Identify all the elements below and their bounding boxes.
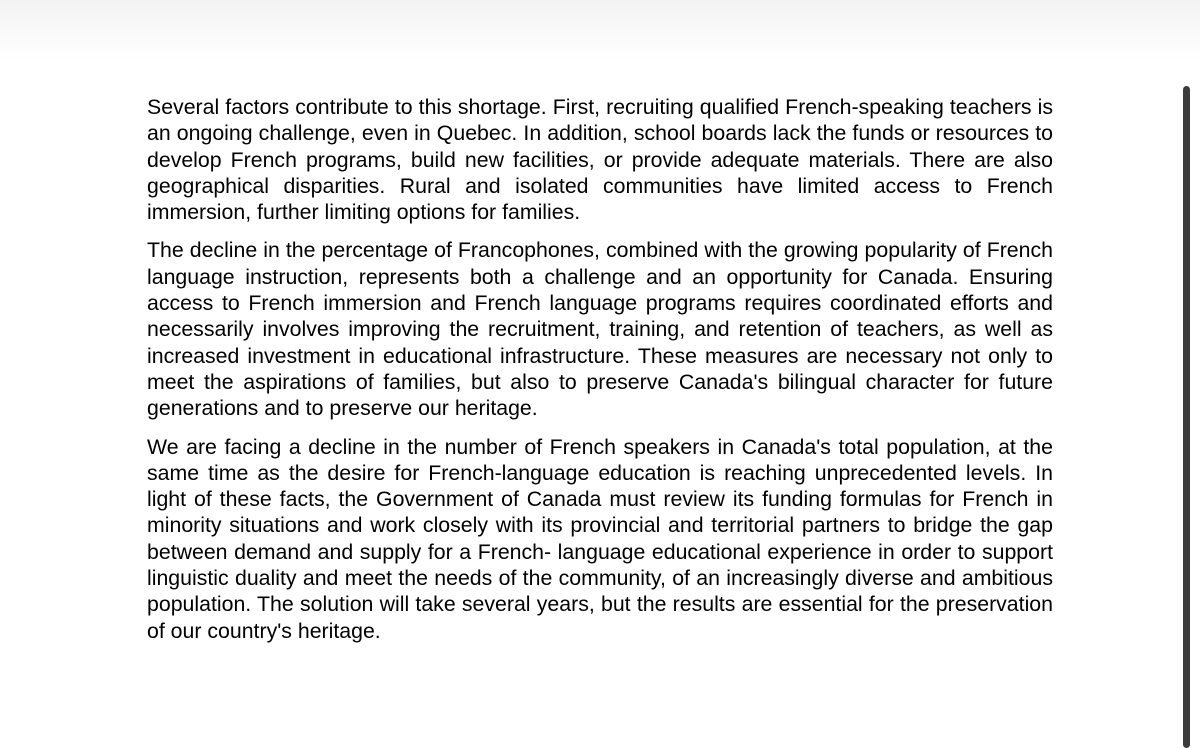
paragraph-francophone-decline: The decline in the percentage of Francophones, combined with the growing popularity of French language instruction, represents both a challenge and an opportunity for Canada. Ensuring access to French immersion and French language programs requires coordinated efforts and necessarily involves improving the recruitment, training, and retention of teachers, as well as increased investment in educational infrastructure. These measures are necessary not only to meet the aspirations of families, but also to preserve Canada's bilingual character for future generations and to preserve our heritage.	[147, 238, 1053, 421]
document-page	[147, 94, 1053, 656]
toolbar-area	[0, 0, 1200, 60]
vertical-scrollbar[interactable]	[1183, 86, 1190, 748]
paragraph-government-action: We are facing a decline in the number of French speakers in Canada's total population, at the same time as the desire for French-language education is reaching unprecedented levels. In light of these facts, the Government of Canada must review its funding formulas for French in minority situations and work closely with its provincial and territorial partners to bridge the gap between demand and supply for a French- language educational experience in order to support linguistic duality and meet the needs of the community, of an increasingly diverse and ambitious population. The solution will take several years, but the results are essential for the preservation of our country's heritage.	[147, 434, 1053, 643]
paragraph-shortage-factors: Several factors contribute to this shortage. First, recruiting qualified French-speaking teachers is an ongoing challenge, even in Quebec. In addition, school boards lack the funds or resources to develop French programs, build new facilities, or provide adequate materials. There are also geographical disparities. Rural and isolated communities have limited access to French immersion, further limiting options for families.	[147, 95, 1053, 225]
